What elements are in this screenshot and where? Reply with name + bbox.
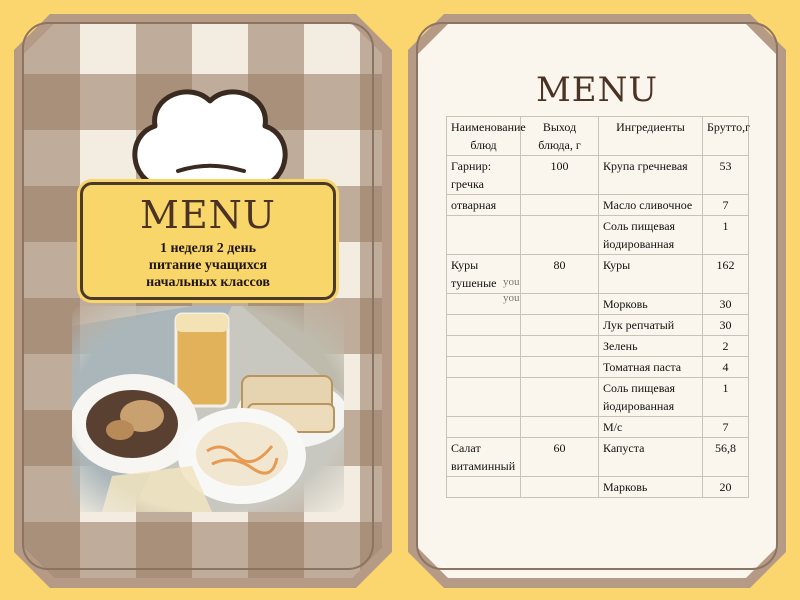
table-row: [447, 315, 749, 336]
brutto-cell: 56,8: [703, 438, 749, 477]
table-row: [447, 216, 749, 255]
output-cell: [521, 357, 599, 378]
dish-name-cell: Куры тушеные: [447, 255, 521, 294]
audience-line-2: начальных классов: [146, 275, 270, 290]
table-row: [447, 417, 749, 438]
brutto-cell: 30: [703, 315, 749, 336]
table-row: [447, 378, 749, 417]
table-row: [447, 156, 749, 195]
week-day-line: 1 неделя 2 день: [159, 241, 257, 256]
brutto-cell: 30: [703, 294, 749, 315]
table-row: [447, 336, 749, 357]
output-cell: [521, 195, 599, 216]
output-cell: [521, 216, 599, 255]
column-header-dish: Наименование блюд: [447, 117, 521, 156]
output-cell: [521, 315, 599, 336]
right-menu-title: MENU: [535, 70, 659, 110]
menu-table: [446, 116, 749, 498]
brutto-cell: 7: [703, 417, 749, 438]
brutto-cell: 7: [703, 195, 749, 216]
output-cell: 80: [521, 255, 599, 294]
dish-name-cell: [447, 378, 521, 417]
ingredient-cell: Крупа гречневая: [599, 156, 703, 195]
ingredient-cell: Соль пищевая йодированная: [599, 378, 703, 417]
ingredient-cell: Марковь: [599, 477, 703, 498]
output-cell: [521, 477, 599, 498]
dish-name-cell: [447, 336, 521, 357]
output-cell: [521, 417, 599, 438]
dish-name-cell: [447, 216, 521, 255]
brutto-cell: 2: [703, 336, 749, 357]
ghost-text-1: you: [503, 276, 520, 288]
ingredient-cell: Зелень: [599, 336, 703, 357]
ingredient-cell: Лук репчатый: [599, 315, 703, 336]
output-cell: [521, 294, 599, 315]
brutto-cell: 1: [703, 378, 749, 417]
table-body: [447, 156, 749, 498]
table-row: [447, 438, 749, 477]
ingredient-cell: Томатная паста: [599, 357, 703, 378]
menu-title-badge: [80, 182, 336, 300]
dish-name-cell: [447, 357, 521, 378]
brutto-cell: 20: [703, 477, 749, 498]
ingredient-cell: Масло сливочное: [599, 195, 703, 216]
dish-name-cell: Гарнир: гречка: [447, 156, 521, 195]
table-header-row: [447, 117, 749, 156]
food-photo: [72, 306, 344, 512]
column-header-ingredients: Ингредиенты: [599, 117, 703, 156]
output-cell: [521, 378, 599, 417]
ingredient-cell: Соль пищевая йодированная: [599, 216, 703, 255]
column-header-brutto: Брутто,г: [703, 117, 749, 156]
table-row: [447, 477, 749, 498]
dish-name-cell: Салат витаминный: [447, 438, 521, 477]
ingredient-cell: Куры: [599, 255, 703, 294]
dish-name-cell: [447, 417, 521, 438]
brutto-cell: 1: [703, 216, 749, 255]
table-row: [447, 357, 749, 378]
output-cell: [521, 336, 599, 357]
ingredient-cell: Морковь: [599, 294, 703, 315]
ingredient-cell: М/с: [599, 417, 703, 438]
brutto-cell: 4: [703, 357, 749, 378]
table-row: [447, 255, 749, 294]
brutto-cell: 162: [703, 255, 749, 294]
audience-line-1: питание учащихся: [148, 258, 268, 273]
brutto-cell: 53: [703, 156, 749, 195]
left-menu-title: MENU: [140, 193, 276, 237]
table-row: [447, 195, 749, 216]
dish-name-cell: отварная: [447, 195, 521, 216]
output-cell: 100: [521, 156, 599, 195]
dish-name-cell: [447, 477, 521, 498]
ingredient-cell: Капуста: [599, 438, 703, 477]
output-cell: 60: [521, 438, 599, 477]
table-row: [447, 294, 749, 315]
column-header-output: Выход блюда, г: [521, 117, 599, 156]
ghost-text-2: you: [503, 292, 520, 304]
dish-name-cell: [447, 315, 521, 336]
